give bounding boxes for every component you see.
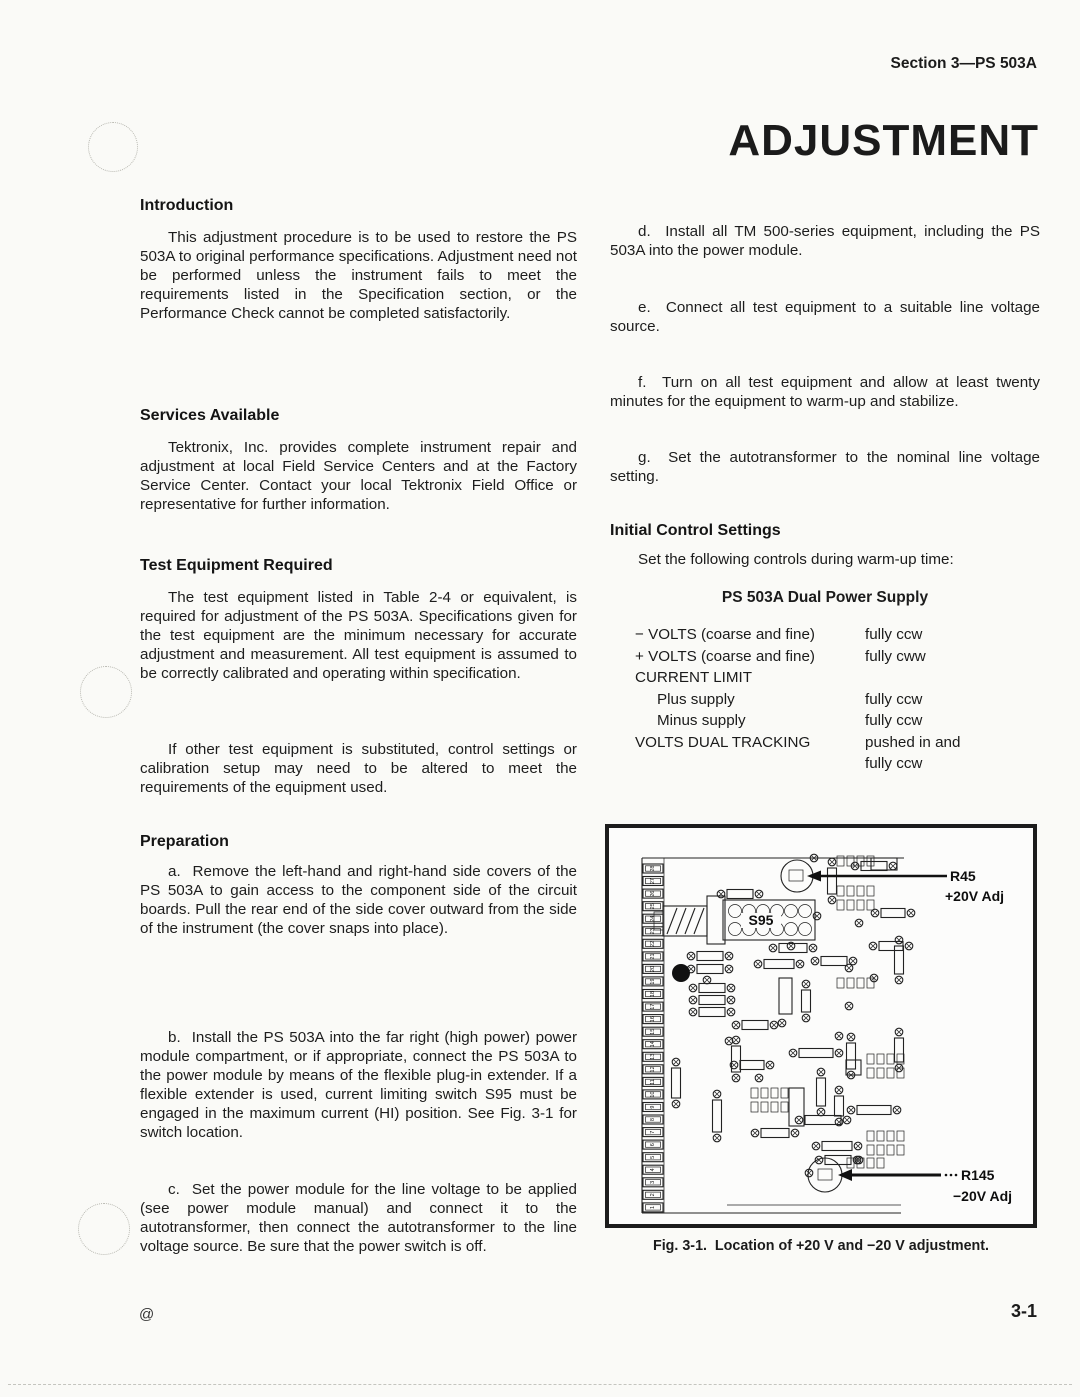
r45-adj-label: +20V Adj [945, 888, 1005, 904]
svg-text:5: 5 [650, 1155, 656, 1159]
paragraph-prep-a: a. Remove the left-hand and right-hand side covers of the PS 503A to gain access to the component side of the circuit boards. Pull the rear end of the side cover outward from the side of the instrument (the cover snaps into place). [140, 863, 577, 938]
paragraph-introduction: This adjustment procedure is to be used to restore the PS 503A to original performance specifications. Adjustment need not be performed unless the instrument fails to meet the requirements listed in the Specification section, or the Performance Check cannot be completed satisfactorily. [140, 229, 577, 323]
s95-label: S95 [748, 912, 774, 928]
svg-text:2: 2 [650, 1193, 656, 1197]
binder-hole-top [88, 122, 138, 172]
svg-text:11: 11 [650, 1079, 656, 1085]
switch-s95 [707, 896, 815, 944]
binder-hole-bottom [78, 1203, 130, 1255]
page-number: 3-1 [1010, 1301, 1037, 1321]
settings-row [635, 669, 1040, 691]
settings-row [635, 626, 1040, 648]
paragraph-step-d: d. Install all TM 500-series equipment, including the PS 503A into the power module. [610, 223, 1040, 260]
svg-text:9: 9 [650, 1105, 656, 1109]
heading-services-available: Services Available [140, 407, 280, 424]
paragraph-test-equipment-2: If other test equipment is substituted, control settings or calibration setup may need to be altered to meet the requirements of the equipment used. [140, 741, 577, 797]
svg-text:17: 17 [650, 1003, 656, 1010]
section-header: Section 3—PS 503A [890, 55, 1037, 72]
heading-introduction: Introduction [140, 197, 234, 214]
svg-text:22: 22 [650, 940, 656, 947]
binder-hole-middle [80, 666, 132, 718]
figure-3-1 [605, 824, 1037, 1228]
scan-artifact-line [8, 1384, 1072, 1385]
settings-row [635, 755, 1040, 777]
setting-value: pushed in and [865, 733, 961, 751]
setting-control: Plus supply [657, 690, 735, 708]
svg-text:12: 12 [650, 1066, 656, 1073]
svg-text:15: 15 [650, 1028, 656, 1035]
circuit-board-diagram [609, 828, 1033, 1224]
setting-value: fully ccw [865, 690, 923, 708]
paragraph-step-g: g. Set the autotransformer to the nominal line voltage setting. [610, 449, 1040, 486]
figure-caption: Fig. 3-1. Location of +20 V and −20 V adjustment. [652, 1238, 990, 1254]
svg-text:27: 27 [650, 878, 656, 885]
svg-text:28: 28 [650, 865, 656, 872]
svg-text:23: 23 [650, 928, 656, 935]
setting-control: CURRENT LIMIT [635, 669, 753, 686]
svg-text:20: 20 [650, 965, 656, 973]
copyright-mark: @ [139, 1306, 155, 1323]
svg-text:3: 3 [650, 1180, 656, 1184]
svg-text:25: 25 [650, 903, 656, 910]
svg-text:26: 26 [650, 890, 656, 897]
svg-text:13: 13 [650, 1053, 656, 1060]
r45-label: R45 [950, 868, 976, 884]
setting-value: fully ccw [865, 626, 923, 643]
svg-text:14: 14 [650, 1041, 656, 1048]
heading-test-equipment: Test Equipment Required [140, 557, 333, 574]
settings-row [635, 712, 1040, 734]
paragraph-test-equipment-1: The test equipment listed in Table 2-4 or equivalent, is required for adjustment of the PS 503A. Specifications given for the test equipment are the minimum necessary for accurate adjustment and measurement. All test equipment is assumed to be correctly calibrated and operating within specification. [140, 589, 577, 683]
r145-arrow [838, 1169, 957, 1181]
paragraph-services: Tektronix, Inc. provides complete instrument repair and adjustment at local Field Service Centers and at the Factory Service Center. Contact your local Tektronix Field Office or representative for further information. [140, 439, 577, 514]
svg-text:18: 18 [650, 991, 656, 998]
paragraph-prep-c: c. Set the power module for the line voltage to be applied (see power module manual) and connect it to the autotransformer, then connect the autotransformer to the line voltage source. Be sure that the power switch is off. [140, 1181, 577, 1256]
paragraph-step-f: f. Turn on all test equipment and allow at least twenty minutes for the equipment to warm-up and stabilize. [610, 374, 1040, 411]
svg-text:16: 16 [650, 1016, 656, 1023]
svg-text:7: 7 [650, 1130, 656, 1134]
svg-text:4: 4 [650, 1168, 656, 1172]
ics-subheading: PS 503A Dual Power Supply [721, 589, 929, 606]
settings-row [635, 734, 1040, 756]
board-hole-dot [672, 964, 690, 982]
paragraph-step-e: e. Connect all test equipment to a suitable line voltage source. [610, 299, 1040, 336]
svg-text:6: 6 [650, 1143, 656, 1147]
page-title: ADJUSTMENT [728, 116, 1039, 165]
setting-value: fully ccw [865, 755, 923, 772]
setting-control: − VOLTS (coarse and fine) [635, 626, 815, 643]
svg-text:21: 21 [650, 953, 656, 960]
initial-settings-table [635, 626, 1040, 777]
svg-text:24: 24 [650, 915, 656, 922]
paragraph-prep-b: b. Install the PS 503A into the far right (high power) power module compartment, or if appropriate, connect the PS 503A to the power module by means of the flexible plug-in extender. If a flexible extender is used, current limiting switch S95 must be engaged in the maximum current (HI) position. See Fig. 3-1 for switch location. [140, 1029, 577, 1142]
svg-text:19: 19 [650, 978, 656, 985]
setting-control: Minus supply [657, 712, 746, 729]
board-components [643, 854, 915, 1212]
r145-adj-label: −20V Adj [953, 1188, 1013, 1204]
settings-row [635, 648, 1040, 670]
r145-label: R145 [961, 1167, 995, 1183]
svg-text:1: 1 [650, 1205, 656, 1210]
ics-intro-line: Set the following controls during warm-up time: [638, 551, 954, 568]
setting-value: fully cww [865, 647, 926, 665]
svg-text:10: 10 [650, 1091, 656, 1098]
setting-control: + VOLTS (coarse and fine) [635, 647, 815, 665]
heading-initial-control-settings: Initial Control Settings [610, 522, 781, 539]
settings-row [635, 691, 1040, 713]
svg-text:8: 8 [650, 1118, 656, 1122]
heading-preparation: Preparation [140, 833, 229, 850]
setting-control: VOLTS DUAL TRACKING [635, 733, 811, 751]
setting-value: fully ccw [865, 712, 923, 729]
